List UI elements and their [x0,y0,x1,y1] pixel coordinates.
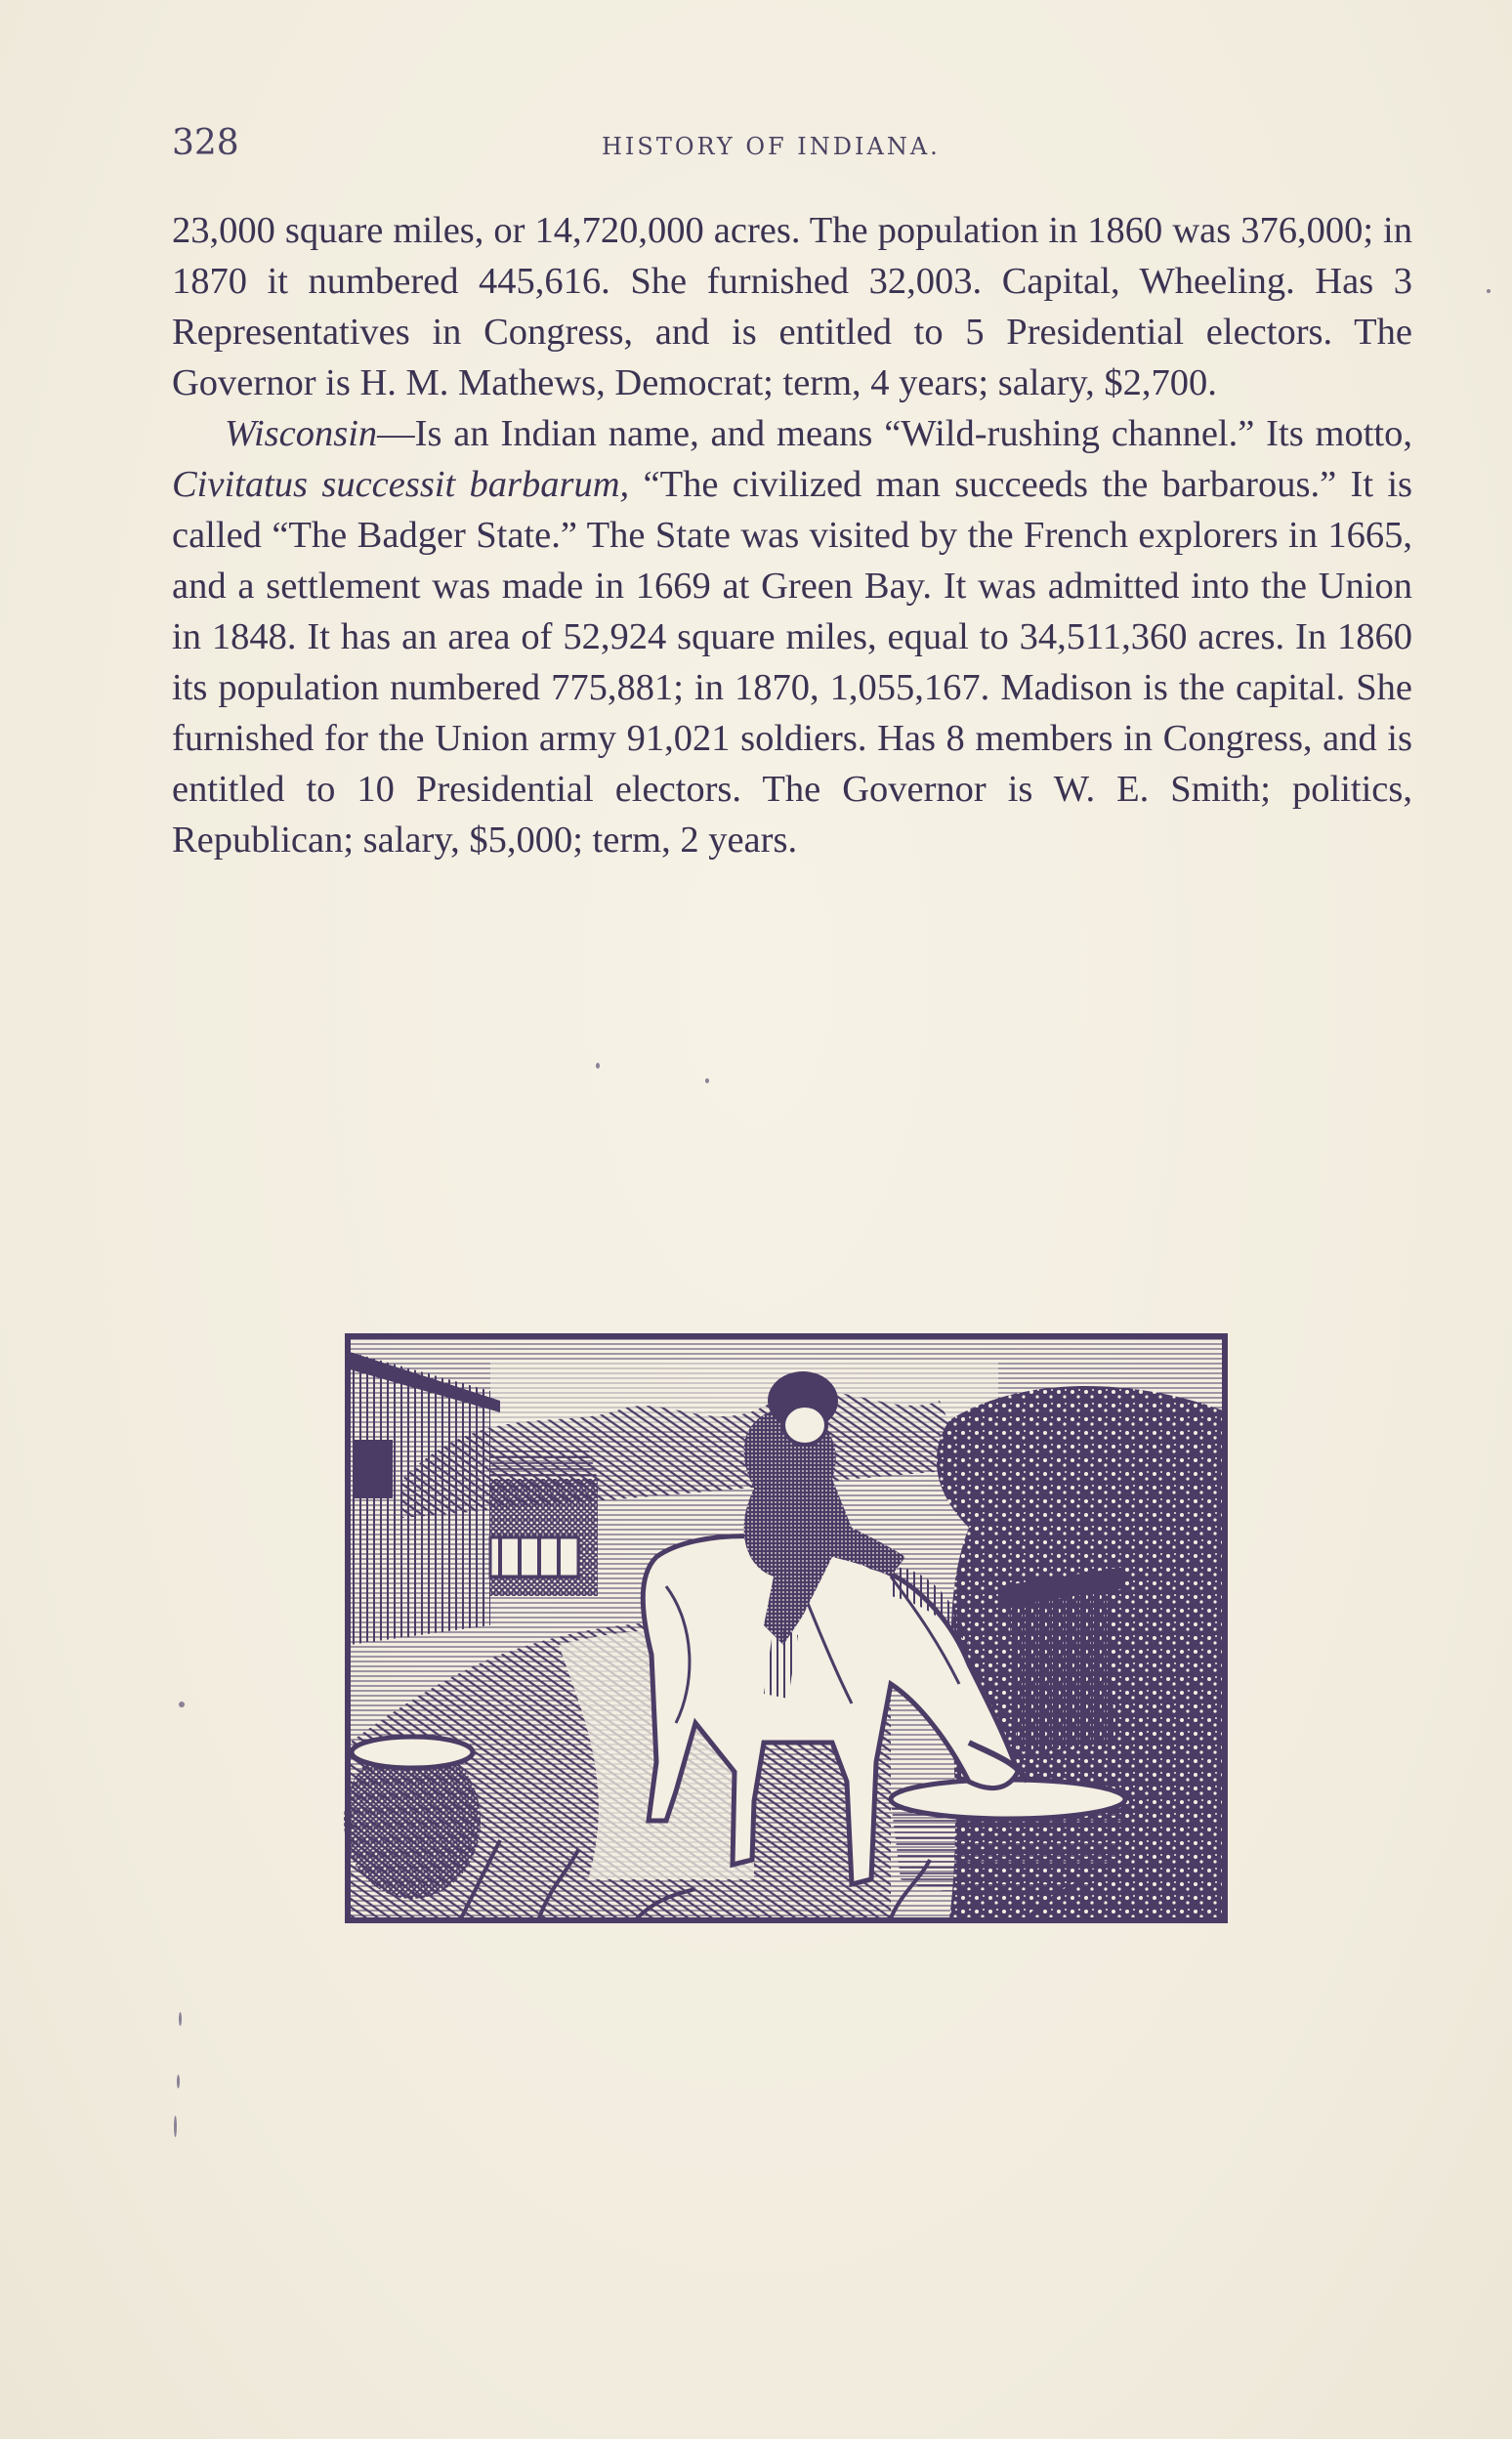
ink-speck [1487,289,1491,293]
running-head: HISTORY OF INDIANA. [602,133,941,160]
wisconsin-text-part1: —Is an Indian name, and means “Wild-rushing channel.” Its motto, [377,413,1412,454]
ink-speck [174,2116,177,2137]
basket-rim [352,1737,473,1768]
paragraph-west-virginia: 23,000 square miles, or 14,720,000 acres. The population in 1860 was 376,000; in 1870 it numbered 445,616. She furnished 32,003. Capital, Wheeling. Has 3 Representatives in Congress, and is entitled to 5 Presidential electors. The Governor is H. M. Mathews, Democrat; term, 4 years; salary, $2,700. [172,210,1412,403]
engraving-boy-on-horse [344,1332,1229,1924]
page-header [172,123,1412,172]
ink-speck [705,1078,709,1083]
well-house [1008,1586,1115,1752]
rider-face [783,1406,826,1445]
ink-speck [179,1702,185,1707]
page-number: 328 [172,123,239,163]
ink-speck [179,2012,182,2026]
fence [490,1537,578,1577]
body-text [172,205,1412,865]
paragraph-wisconsin [172,408,1412,865]
wisconsin-text-part2: “The civilized man succeeds the barbarous.” It is called “The Badger State.” The State was visited by the French explorers in 1665, and a settlement was made in 1669 at Green Bay. It was admitted into the Union in 1848. It has an area of 52,924 square miles, equal to 34,511,360 acres. In 1860 its population numbered 775,881; in 1870, 1,055,167. Madison is the capital. She furnished for the Union army 91,021 soldiers. Has 8 members in Congress, and is entitled to 10 Presidential electors. The Governor is W. E. Smith; politics, Republican; salary, $5,000; term, 2 years. [172,464,1413,861]
state-motto: Civitatus successit barbarum, [172,464,630,505]
barn-window [354,1440,393,1498]
ink-speck [177,2075,180,2088]
state-name-wisconsin: Wisconsin [225,413,378,454]
ink-speck [596,1063,600,1069]
engraving-svg [344,1332,1229,1924]
shed-roof [490,1448,598,1481]
